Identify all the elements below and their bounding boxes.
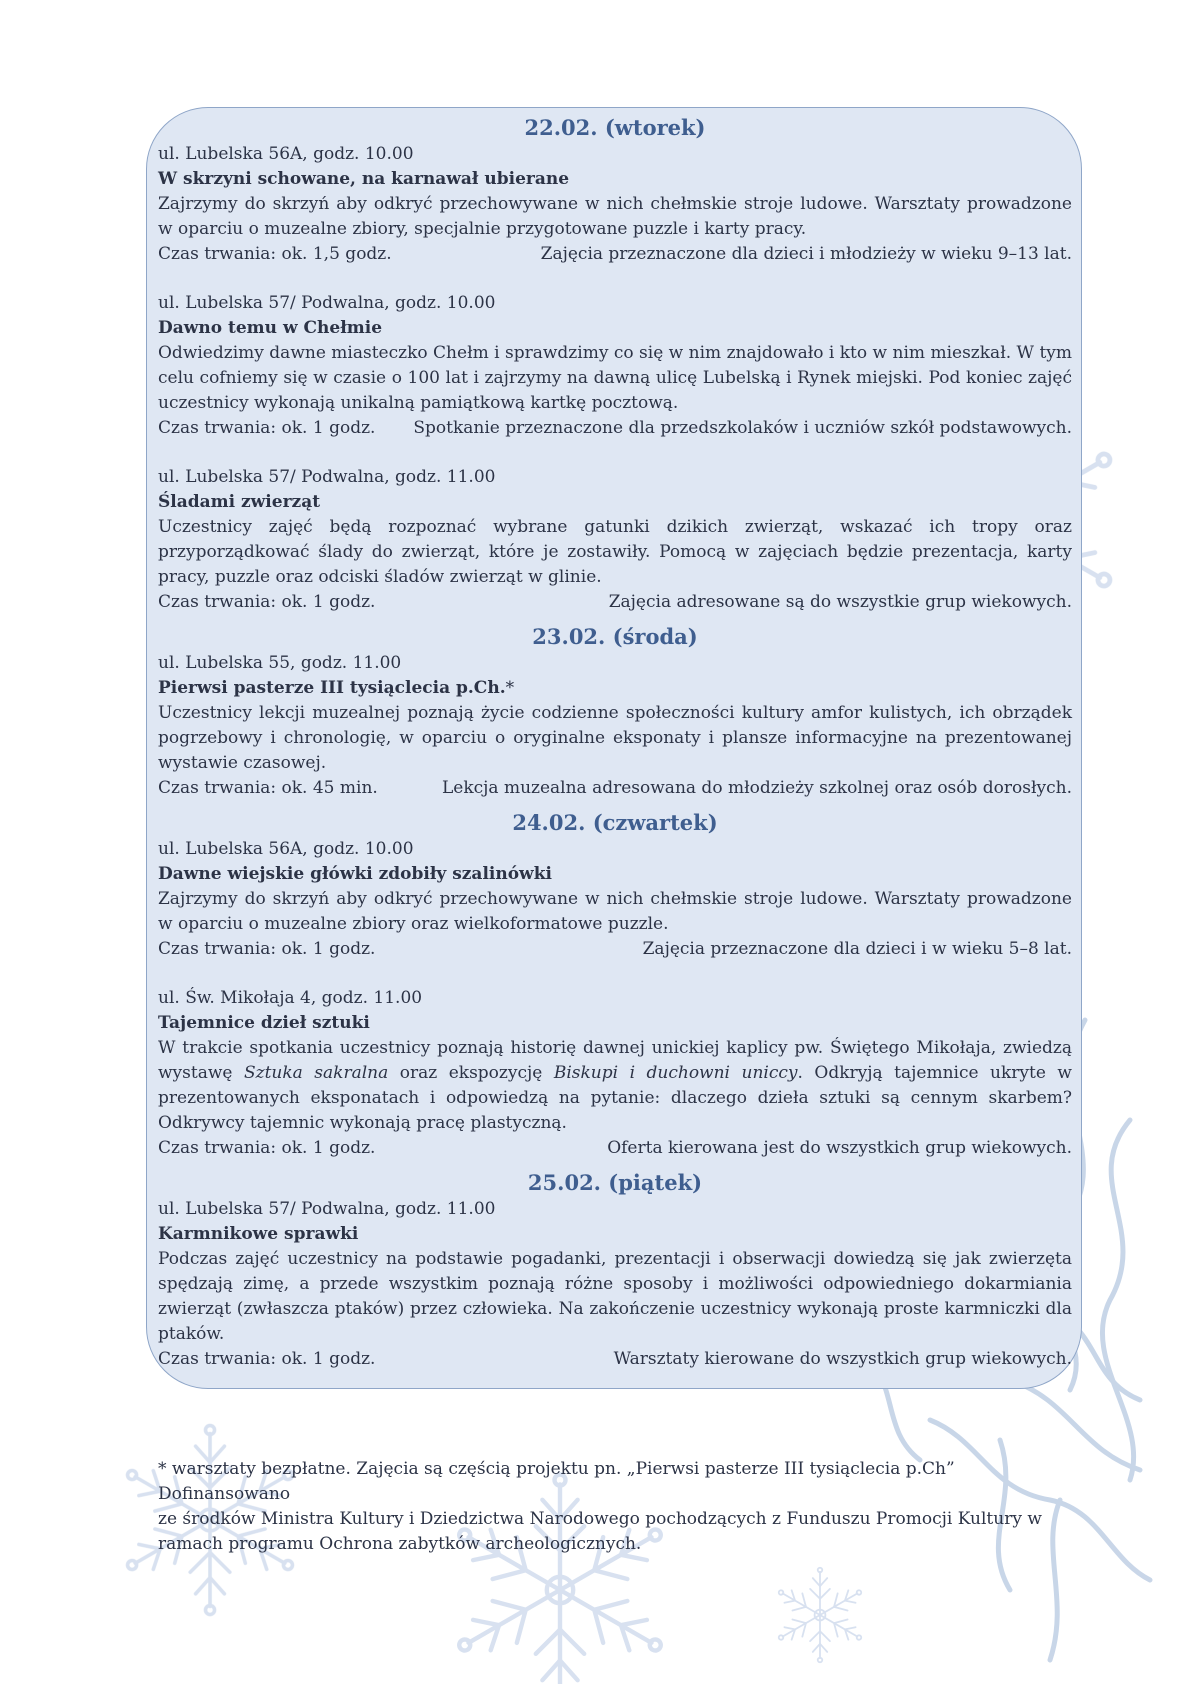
event-duration: Czas trwania: ok. 1 godz. bbox=[158, 939, 376, 959]
event-duration: Czas trwania: ok. 1 godz. bbox=[158, 1349, 376, 1369]
footnote-line: * warsztaty bezpłatne. Zajęcia są częścią projektu pn. „Pierwsi pasterze III tysiąclecia p.Ch” Dofinansowano bbox=[158, 1459, 955, 1504]
event-meta bbox=[158, 1347, 1072, 1372]
event-description: Podczas zajęć uczestnicy na podstawie pogadanki, prezentacji i obserwacji dowiedzą się jak zwierzęta spędzają zimę, a przede wszystkim poznają różne sposoby i możliwości odpowiedniego dokarmiania zwierząt (zwłaszcza ptaków) przez człowieka. Na zakończenie uczestnicy wykonają proste karmniczki dla ptaków. bbox=[158, 1249, 1072, 1344]
event-meta bbox=[158, 1136, 1072, 1161]
day-heading: 25.02. (piątek) bbox=[527, 1170, 703, 1195]
footnote-marker: * bbox=[505, 678, 515, 698]
event-title: Dawno temu w Chełmie bbox=[158, 318, 383, 338]
event-title bbox=[158, 676, 1072, 701]
event-duration: Czas trwania: ok. 1,5 godz. bbox=[158, 244, 392, 264]
event-audience: Lekcja muzealna adresowana do młodzieży szkolnej oraz osób dorosłych. bbox=[441, 778, 1072, 798]
day-heading: 22.02. (wtorek) bbox=[524, 115, 706, 140]
event-title-text: Pierwsi pasterze III tysiąclecia p.Ch. bbox=[158, 678, 506, 698]
event-duration: Czas trwania: ok. 45 min. bbox=[158, 778, 378, 798]
description-text: W trakcie spotkania uczestnicy poznają historię dawnej unickiej kaplicy pw. Świętego Mikołaja, zwiedzą wystawę bbox=[158, 1038, 1072, 1083]
event-entry bbox=[158, 837, 1072, 962]
event-audience: Zajęcia przeznaczone dla dzieci i młodzieży w wieku 9–13 lat. bbox=[540, 244, 1072, 264]
exhibition-title: Biskupi i duchowni uniccy bbox=[553, 1063, 798, 1083]
event-location: ul. Lubelska 55, godz. 11.00 bbox=[158, 653, 402, 673]
event-description: Zajrzymy do skrzyń aby odkryć przechowywane w nich chełmskie stroje ludowe. Warsztaty prowadzone w oparciu o muzealne zbiory oraz wielkoformatowe puzzle. bbox=[158, 889, 1072, 934]
event-duration: Czas trwania: ok. 1 godz. bbox=[158, 1138, 376, 1158]
exhibition-title: Sztuka sakralna bbox=[243, 1063, 389, 1083]
snowflake-icon bbox=[774, 1568, 866, 1663]
event-meta bbox=[158, 242, 1072, 267]
event-audience: Oferta kierowana jest do wszystkich grup wiekowych. bbox=[607, 1138, 1072, 1158]
event-entry bbox=[158, 651, 1072, 801]
event-description: Uczestnicy zajęć będą rozpoznać wybrane gatunki dzikich zwierząt, wskazać ich tropy oraz przyporządkować ślady do zwierząt, które je zostawiły. Pomocą w zajęciach będzie prezentacja, karty pracy, puzzle oraz odciski śladów zwierząt w glinie. bbox=[158, 517, 1072, 587]
event-audience: Warsztaty kierowane do wszystkich grup wiekowych. bbox=[613, 1349, 1072, 1369]
event-location: ul. Lubelska 56A, godz. 10.00 bbox=[158, 839, 414, 859]
event-entry bbox=[158, 142, 1072, 267]
event-duration: Czas trwania: ok. 1 godz. bbox=[158, 592, 376, 612]
event-entry bbox=[158, 986, 1072, 1161]
day-heading: 23.02. (środa) bbox=[532, 624, 698, 649]
event-title: Tajemnice dzieł sztuki bbox=[158, 1013, 370, 1033]
event-title: Dawne wiejskie główki zdobiły szalinówki bbox=[158, 864, 552, 884]
footnote-line: ze środków Ministra Kultury i Dziedzictwa Narodowego pochodzących z Funduszu Promocji Kultury w bbox=[158, 1509, 1042, 1529]
event-meta bbox=[158, 416, 1072, 441]
event-title: Śladami zwierząt bbox=[158, 492, 321, 512]
footnote bbox=[158, 1457, 1063, 1557]
event-location: ul. Lubelska 57/ Podwalna, godz. 10.00 bbox=[158, 293, 496, 313]
footnote-line: ramach programu Ochrona zabytków archeologicznych. bbox=[158, 1534, 642, 1554]
event-description: Zajrzymy do skrzyń aby odkryć przechowywane w nich chełmskie stroje ludowe. Warsztaty prowadzone w oparciu o muzealne zbiory, specjalnie przygotowane puzzle i karty pracy. bbox=[158, 194, 1072, 239]
event-entry bbox=[158, 291, 1072, 441]
event-title: W skrzyni schowane, na karnawał ubierane bbox=[158, 169, 570, 189]
event-description: Odwiedzimy dawne miasteczko Chełm i sprawdzimy co się w nim znajdowało i kto w nim mieszkał. W tym celu cofniemy się w czasie o 100 lat i zajrzymy na dawną ulicę Lubelską i Rynek miejski. Pod koniec zajęć uczestnicy wykonają unikalną pamiątkową kartkę pocztową. bbox=[158, 343, 1072, 413]
program-content bbox=[158, 114, 1072, 1372]
day-heading: 24.02. (czwartek) bbox=[512, 810, 718, 835]
description-text: oraz ekspozycję bbox=[388, 1063, 554, 1083]
event-audience: Zajęcia adresowane są do wszystkie grup wiekowych. bbox=[608, 592, 1072, 612]
event-audience: Zajęcia przeznaczone dla dzieci i w wieku 5–8 lat. bbox=[642, 939, 1072, 959]
event-description bbox=[158, 1036, 1072, 1136]
event-entry bbox=[158, 465, 1072, 615]
event-entry bbox=[158, 1197, 1072, 1372]
event-location: ul. Św. Mikołaja 4, godz. 11.00 bbox=[158, 988, 423, 1008]
event-location: ul. Lubelska 56A, godz. 10.00 bbox=[158, 144, 414, 164]
event-audience: Spotkanie przeznaczone dla przedszkolaków i uczniów szkół podstawowych. bbox=[413, 418, 1072, 438]
event-title: Karmnikowe sprawki bbox=[158, 1224, 359, 1244]
event-meta bbox=[158, 590, 1072, 615]
event-location: ul. Lubelska 57/ Podwalna, godz. 11.00 bbox=[158, 1199, 496, 1219]
event-location: ul. Lubelska 57/ Podwalna, godz. 11.00 bbox=[158, 467, 496, 487]
description-text: . Odkryją tajemnice ukryte w prezentowanych eksponatach i odpowiedzą na pytanie: dlaczego dzieła sztuki są cennym skarbem? Odkrywcy tajemnic wykonają pracę plastyczną. bbox=[158, 1063, 1072, 1133]
event-meta bbox=[158, 937, 1072, 962]
event-duration: Czas trwania: ok. 1 godz. bbox=[158, 418, 376, 438]
event-description: Uczestnicy lekcji muzealnej poznają życie codzienne społeczności kultury amfor kulistych, ich obrządek pogrzebowy i chronologię, w oparciu o oryginalne eksponaty i plansze informacyjne na prezentowanej wystawie czasowej. bbox=[158, 703, 1072, 773]
event-meta bbox=[158, 776, 1072, 801]
